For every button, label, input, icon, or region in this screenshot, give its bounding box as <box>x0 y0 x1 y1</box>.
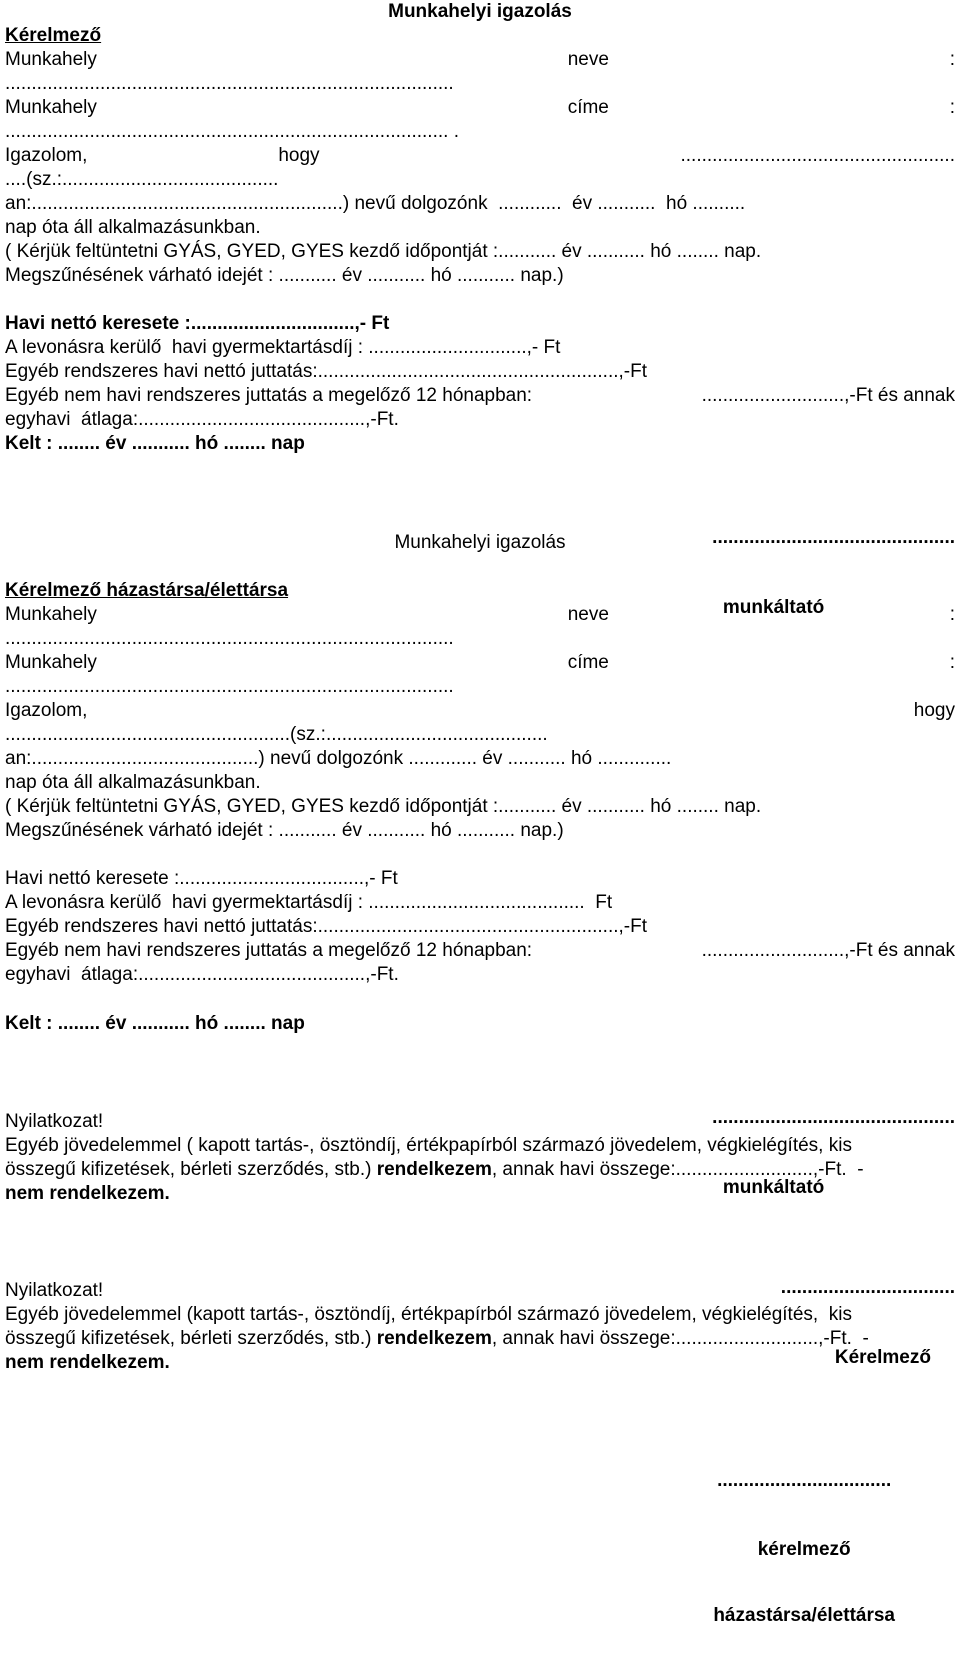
d2-line-2: összegű kifizetések, bérleti szerződés, stb.) rendelkezem, annak havi összege:...........................,-Ft. - <box>5 1328 869 1349</box>
s1-sz-line: ....(sz.:......................................... <box>5 169 279 190</box>
s1-other-nonregular: Egyéb nem havi rendszeres juttatás a megelőző 12 hónapban: ...........................,-Ft és annak <box>5 385 955 406</box>
s1-child-support: A levonásra kerülő havi gyermektartásdíj : ..............................,- Ft <box>5 337 561 358</box>
s2-net-income: Havi nettó keresete :...................................,- Ft <box>5 868 398 889</box>
section-1-heading: Kérelmező <box>5 25 102 46</box>
s1-workplace-name-dots: ..................................................................................... <box>5 73 454 94</box>
s2-workplace-name-row: Munkahely neve : <box>5 604 955 625</box>
s2-an-line: an:...........................................) nevű dolgozónk ............. év ........... hó .............. <box>5 748 672 769</box>
d2-signature-dots: ................................. <box>717 1470 892 1491</box>
s2-workplace-name-dots: ..................................................................................... <box>5 628 454 649</box>
d1-line-2: összegű kifizetések, bérleti szerződés, stb.) rendelkezem, annak havi összege:..........................,-Ft. - <box>5 1159 864 1180</box>
s1-an-line: an:...........................................................) nevű dolgozónk ............ év ........... hó .......... <box>5 193 746 214</box>
s2-other-nonregular: Egyéb nem havi rendszeres juttatás a megelőző 12 hónapban: ...........................,-Ft és annak <box>5 940 955 961</box>
s2-signature-dots: .............................................. <box>712 1107 955 1128</box>
section-1-title: Munkahelyi igazolás <box>388 1 572 22</box>
d1-signature-dots: ................................. <box>780 1277 955 1298</box>
s1-end-date-line: Megszűnésének várható idejét : ........... év ........... hó ........... nap.) <box>5 265 564 286</box>
s2-other-regular: Egyéb rendszeres havi nettó juttatás:.........................................................,-Ft <box>5 916 648 937</box>
s1-since-line: nap óta áll alkalmazásunkban. <box>5 217 261 238</box>
s1-workplace-name-row: Munkahely neve : <box>5 49 955 70</box>
s1-signature <box>712 483 955 663</box>
section-2-title: Munkahelyi igazolás <box>394 532 566 553</box>
d2-signature-label-1: kérelmező <box>757 1539 851 1560</box>
s2-end-date-line: Megszűnésének várható idejét : ........... év ........... hó ........... nap.) <box>5 820 564 841</box>
s2-since-line: nap óta áll alkalmazásunkban. <box>5 772 261 793</box>
s2-certify-row: Igazolom, hogy <box>5 700 955 721</box>
s1-gyas-line: ( Kérjük feltüntetni GYÁS, GYED, GYES kezdő időpontját :........... év ........... hó ........ nap. <box>5 241 762 262</box>
s2-sz-line: ......................................................(sz.:.......................................... <box>5 724 548 745</box>
d2-line-3: nem rendelkezem. <box>5 1352 170 1373</box>
s2-child-support: A levonásra kerülő havi gyermektartásdíj : ......................................... Ft <box>5 892 613 913</box>
s1-other-regular: Egyéb rendszeres havi nettó juttatás:.........................................................,-Ft <box>5 361 648 382</box>
s2-workplace-address-row: Munkahely címe : <box>5 652 955 673</box>
d1-line-1: Egyéb jövedelemmel ( kapott tartás-, ösztöndíj, értékpapírból származó jövedelem, végkielégítés, kis <box>5 1135 852 1156</box>
s1-workplace-address-row: Munkahely címe : <box>5 97 955 118</box>
s2-average: egyhavi átlaga:...........................................,-Ft. <box>5 964 399 985</box>
s1-date-line: Kelt : ........ év ........... hó ........ nap <box>5 433 305 454</box>
s1-certify-row: Igazolom, hogy .................................................... <box>5 145 955 166</box>
s1-average: egyhavi átlaga:...........................................,-Ft. <box>5 409 399 430</box>
s1-signature-label: munkáltató <box>722 597 825 618</box>
d2-title: Nyilatkozat! <box>5 1280 104 1301</box>
d2-signature <box>713 1426 895 1671</box>
d1-title: Nyilatkozat! <box>5 1111 104 1132</box>
s1-net-income: Havi nettó keresete :...............................,- Ft <box>5 313 390 334</box>
s1-workplace-address-dots: .................................................................................... . <box>5 121 459 142</box>
s2-date-line: Kelt : ........ év ........... hó ........ nap <box>5 1013 305 1034</box>
s2-gyas-line: ( Kérjük feltüntetni GYÁS, GYED, GYES kezdő időpontját :........... év ........... hó ........ nap. <box>5 796 762 817</box>
d2-signature-label-2: házastársa/élettársa <box>713 1605 895 1626</box>
d2-line-1: Egyéb jövedelemmel (kapott tartás-, ösztöndíj, értékpapírból származó jövedelem, végkielégítés, kis <box>5 1304 852 1325</box>
d1-signature-label: Kérelmező <box>834 1347 931 1368</box>
section-2-heading: Kérelmező házastársa/élettársa <box>5 580 289 601</box>
s1-signature-dots: .............................................. <box>712 527 955 548</box>
s2-workplace-address-dots: ..................................................................................... <box>5 676 454 697</box>
d1-line-3: nem rendelkezem. <box>5 1183 170 1204</box>
s2-signature-label: munkáltató <box>722 1177 825 1198</box>
